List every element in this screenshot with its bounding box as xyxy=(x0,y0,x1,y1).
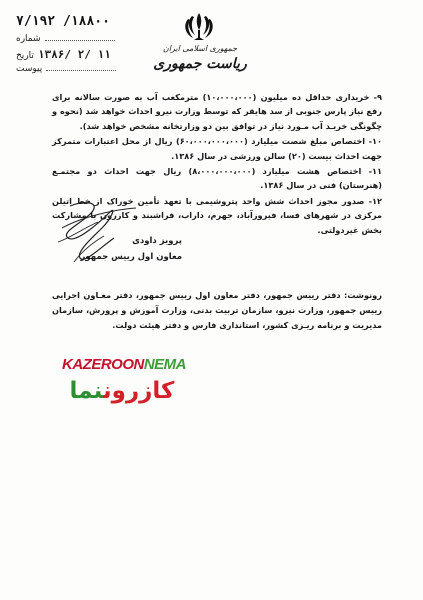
logo-latin-text xyxy=(62,356,187,373)
copies-text: دفتر رییس جمهور، دفتر معاون اول رییس جمهور، دفتر معـاون اجرایی رییس جمهور، وزارت نیرو، سازمان تربیت بدنی، وزارت آموزش و پرورش، سازمان مدیریت و برنامه ریـزی کشور، استانداری فارس و دفتر هیئت دولت. xyxy=(52,290,382,330)
copies-label: رونوشت: xyxy=(343,290,382,300)
paragraph-11: ۱۱- اختصاص هشت میلیارد (۸،۰۰۰،۰۰۰،۰۰۰) ریال جهت احداث دو مجتمـع (هنرستان) فنی در سال ۱۳۸۶. xyxy=(52,166,383,191)
date-value: ۱۳۸۶/ ۲/ ۱۱ xyxy=(37,48,111,61)
number-label: شماره xyxy=(16,34,41,44)
date-field xyxy=(16,48,111,61)
paragraph-10: ۱۰- اختصاص مبلغ شصت میلیارد (۶۰،۰۰۰،۰۰۰،۰۰۰) ریال از محل اعتبارات متمرکز جهت احداث بیست (۲۰) سالن ورزشی در سال ۱۳۸۶. xyxy=(52,136,382,161)
attachment-dots xyxy=(46,62,116,71)
logo-latin-part1: KAZEROON xyxy=(62,356,144,373)
logo-latin-part2: NEMA xyxy=(143,356,187,373)
signatory-name: پرویز داودی xyxy=(132,236,182,246)
logo-persian-text xyxy=(62,376,182,406)
number-dots xyxy=(45,32,115,41)
logo-persian-part1: کازرون xyxy=(103,378,175,404)
iran-emblem-icon xyxy=(182,10,216,42)
reference-number: ۷/۱۹۲ /۱۸۸۰۰ xyxy=(16,14,110,29)
kazeroonnema-logo xyxy=(62,356,187,416)
date-label: تاریخ xyxy=(16,51,34,61)
paragraph-9: ۹- خریداری حداقل ده میلیون (۱۰،۰۰۰،۰۰۰) مترمکعب آب به صورت سالانه برای رفع نیاز پارس جنوبی از سد هایقر که توسط وزارت نیرو احداث خواهد شد (نحوه و چگونگی خریـد آب مـورد نیاز در توافق بین دو وزارتخانه مشخص خواهد شد). xyxy=(52,92,382,131)
header-subtitle: جمهوری اسلامی ایران xyxy=(162,44,238,53)
number-field xyxy=(16,32,115,44)
header-title: ریاست جمهوری xyxy=(153,56,247,72)
attachment-label: پیوست xyxy=(16,64,43,74)
attachment-field xyxy=(16,62,116,74)
signatory-title: معاون اول رییس جمهور xyxy=(80,252,182,262)
copies-section xyxy=(52,288,382,333)
logo-persian-part2: نما xyxy=(69,378,103,404)
paragraph-12: ۱۲- صدور مجوز احداث شش واحد پتروشیمی با تعهد تأمین خوراک از خط اتیلن مرکزی در شهرهای فسا، فیروزآباد، جهرم، داراب، فراشبند و کازرون با مشارکت بخش غیردولتی. xyxy=(52,195,382,235)
